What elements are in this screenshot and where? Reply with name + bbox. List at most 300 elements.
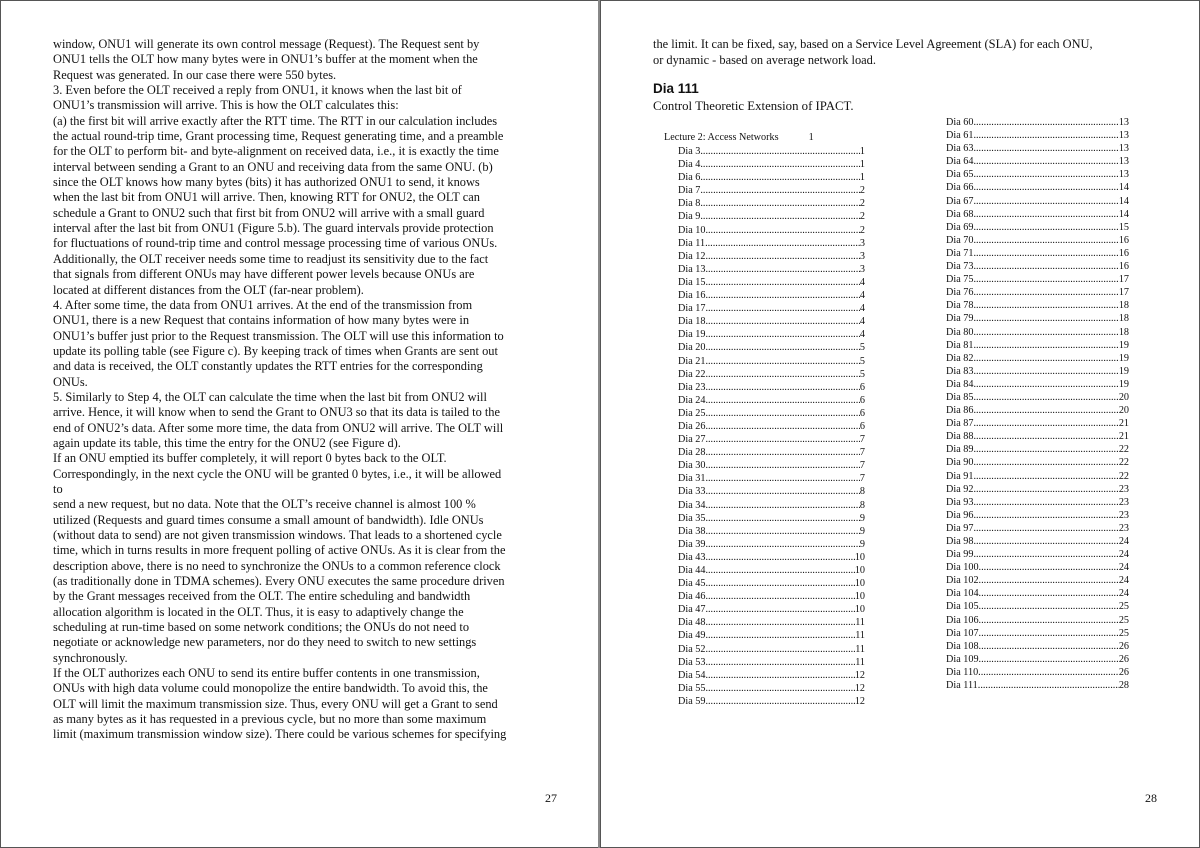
toc-entry[interactable] [678,629,865,642]
body-line: utilized (Requests and guard times consume a small amount of bandwidth). Idle ONUs [53,512,484,527]
toc-entry[interactable] [678,210,865,223]
toc-entry[interactable] [946,391,1129,404]
toc-entry-label: Dia 109 [946,653,979,665]
toc-entry[interactable] [678,237,865,250]
body-line: time, which in turns results in more frequent polling of active ONUs. As it is clear from the [53,543,506,558]
toc-leader-dots [973,535,1118,548]
body-line: since the OLT knows how many bytes (bits) it has authorized ONU1 to send, it knows [53,175,480,190]
toc-entry[interactable] [678,355,865,368]
toc-entry-label: Dia 61 [946,130,974,142]
toc-entry-label: Dia 93 [946,496,974,508]
toc-leader-dots [973,181,1118,194]
toc-leader-dots [979,600,1119,613]
toc-entry[interactable] [946,352,1129,365]
toc-entry-label: Dia 73 [946,261,974,273]
toc-leader-dots [973,352,1118,365]
body-line: end of ONU2’s data. After some more time, the data from ONU2 will arrive. The OLT will [53,420,504,435]
body-line: ONU1’s buffer just prior to the Request transmission. The OLT will use this information to [53,328,504,343]
toc-leader-dots [973,260,1118,273]
toc-entry[interactable] [946,260,1129,273]
toc-entry-label: Dia 88 [946,431,974,443]
toc-entry-page: 9 [859,525,865,537]
toc-entry[interactable] [678,407,865,420]
toc-entry-label: Dia 7 [678,185,701,197]
toc-leader-dots [973,286,1118,299]
toc-entry-label: Dia 100 [946,562,979,574]
toc-entry[interactable] [946,627,1129,640]
toc-entry-label: Dia 49 [678,630,706,642]
toc-entry-label: Dia 107 [946,627,979,639]
toc-leader-dots [973,339,1118,352]
toc-entry-page: 22 [1118,470,1129,482]
toc-entry-label: Dia 87 [946,418,974,430]
toc-leader-dots [705,407,859,420]
toc-entry[interactable] [678,158,865,171]
toc-leader-dots [973,509,1118,522]
toc-leader-dots [973,470,1118,483]
toc-entry-label: Dia 98 [946,536,974,547]
toc-entry-page: 13 [1118,169,1129,181]
body-line: negotiate or acknowledge new parameters, nor do they need to switch to new settings [53,635,477,650]
toc-entry-page: 4 [859,303,865,315]
toc-entry-label: Dia 39 [678,538,706,550]
toc-leader-dots [700,145,860,158]
body-line: as many bytes as it has requested in a previous cycle, but no more than some maximum [53,712,487,727]
toc-entry-label: Dia 21 [678,355,706,367]
toc-leader-dots [973,273,1118,286]
toc-entry[interactable] [946,273,1129,286]
toc-entry[interactable] [678,656,865,669]
toc-entry-page: 19 [1118,365,1129,377]
toc-entry-page: 26 [1118,653,1129,665]
toc-leader-dots [973,221,1118,234]
toc-leader-dots [705,276,859,289]
toc-entry[interactable] [946,208,1129,221]
toc-entry[interactable] [678,512,865,525]
toc-entry-page: 4 [859,329,865,341]
toc-entry-label: Dia 81 [946,339,974,351]
toc-entry-page: 20 [1118,405,1129,417]
toc-entry-label: Dia 66 [946,182,974,194]
toc-column-2 [946,116,1129,692]
toc-entry-label: Dia 105 [946,601,979,613]
toc-entry-label: Dia 11 [678,237,706,249]
body-line: ONU1’s transmission will arrive. This is how the OLT calculates this: [53,98,399,113]
toc-entry-label: Dia 22 [678,368,706,380]
toc-entry-label: Dia 75 [946,274,974,286]
toc-entry-page: 25 [1118,601,1129,613]
toc-entry-page: 2 [859,224,865,236]
right-page-number: 28 [1145,791,1157,805]
toc-entry-page: 2 [859,211,865,223]
toc-entry[interactable] [946,195,1129,208]
toc-entry-label: Dia 92 [946,483,974,495]
toc-entry[interactable] [678,394,865,407]
right-page [600,0,1200,848]
toc-entry-label: Dia 44 [678,565,706,576]
toc-entry-page: 19 [1118,378,1129,390]
toc-entry[interactable] [946,640,1129,653]
body-line: limit (maximum transmission window size). There could be various schemes for specifying [53,727,507,742]
body-line: Correspondingly, in the next cycle the ONU will be granted 0 bytes, i.e., it will be allowed [53,466,502,481]
toc-entry-page: 12 [854,695,865,707]
toc-entry[interactable] [678,420,865,433]
toc-entry-page: 26 [1118,640,1129,652]
toc-entry[interactable] [678,341,865,354]
toc-leader-dots [973,326,1118,339]
toc-entry-page: 5 [859,355,865,367]
body-line: window, ONU1 will generate its own control message (Request). The Request sent by [53,37,480,51]
toc-leader-dots [973,247,1118,260]
toc-entry[interactable] [946,286,1129,299]
toc-entry[interactable] [946,548,1129,561]
toc-entry[interactable] [678,250,865,263]
toc-leader-dots [705,682,854,695]
body-line: when the last bit from ONU1 will arrive. Then, knowing RTT for ONU2, the OLT can [53,190,480,205]
toc-entry-label: Dia 23 [678,381,706,393]
toc-entry[interactable] [946,535,1129,548]
toc-entry-label: Dia 33 [678,486,706,498]
body-line: to [53,481,63,496]
toc-entry[interactable] [678,577,865,590]
toc-leader-dots [973,365,1118,378]
toc-entry[interactable] [678,485,865,498]
toc-entry[interactable] [946,509,1129,522]
toc-entry-label: Dia 45 [678,578,706,590]
toc-entry-label: Dia 8 [678,198,701,210]
toc-leader-dots [705,590,854,603]
toc-leader-dots [705,302,859,315]
toc-entry-label: Dia 76 [946,287,974,299]
toc-entry-label: Dia 43 [678,551,706,563]
toc-leader-dots [705,381,859,394]
body-line: (a) the first bit will arrive exactly after the RTT time. The RTT in our calculation includes [53,113,498,128]
toc-entry[interactable] [678,145,865,158]
toc-entry[interactable] [946,404,1129,417]
toc-entry-label: Dia 38 [678,525,706,537]
toc-entry[interactable] [678,538,865,551]
toc-entry-page: 18 [1118,300,1129,312]
toc-leader-dots [705,551,854,564]
toc-entry-page: 17 [1118,274,1129,286]
toc-entry-label: Dia 20 [678,342,706,354]
body-line: (without data to send) are not given transmission windows. That leads to a shortened cycle [53,528,502,542]
toc-leader-dots [973,142,1118,155]
toc-entry[interactable] [946,129,1129,142]
toc-entry-page: 12 [854,669,865,681]
toc-entry[interactable] [678,328,865,341]
toc-entry[interactable] [946,247,1129,260]
toc-entry-label: Dia 86 [946,405,974,417]
toc-entry-page: 14 [1118,195,1129,207]
body-line: arrive. Hence, it will know when to send the Grant to ONU3 so that its data is tailed to the [53,405,500,420]
toc-entry[interactable] [946,614,1129,627]
left-page-body-text [53,37,563,743]
toc-leader-dots [973,129,1118,142]
toc-entry-label: Dia 34 [678,499,706,511]
body-line: synchronously. [53,650,128,665]
toc-entry[interactable] [678,551,865,564]
toc-entry-page: 1 [859,159,865,171]
toc-entry[interactable] [946,456,1129,469]
toc-leader-dots [705,472,859,485]
toc-entry-page: 4 [859,316,865,328]
toc-entry[interactable] [678,472,865,485]
toc-leader-dots [705,341,859,354]
toc-entry-label: Dia 65 [946,169,974,181]
toc-leader-dots [973,522,1118,535]
body-line: description above, there is no need to synchronize the ONUs to a common reference clock [53,558,501,573]
toc-entry[interactable] [946,679,1129,692]
toc-leader-dots [705,695,854,708]
toc-entry[interactable] [946,443,1129,456]
toc-entry-page: 24 [1118,562,1129,574]
toc-entry[interactable] [946,142,1129,155]
toc-entry[interactable] [678,590,865,603]
toc-entry-page: 22 [1118,457,1129,469]
toc-entry[interactable] [946,221,1129,234]
toc-lecture-entry [664,132,814,143]
toc-entry-page: 13 [1118,143,1129,155]
body-line: that signals from different ONUs may have different power levels because ONUs are [53,267,475,282]
toc-entry[interactable] [678,197,865,210]
toc-entry[interactable] [946,339,1129,352]
toc-entry-label: Dia 31 [678,473,706,485]
body-line: again update its table, this time the entry for the ONU2 (see Figure d). [53,435,401,450]
toc-leader-dots [973,208,1118,221]
toc-entry-page: 3 [859,250,865,262]
toc-entry-page: 9 [859,538,865,550]
toc-entry-page: 21 [1118,431,1129,443]
left-page-number: 27 [545,791,557,805]
body-line: 5. Similarly to Step 4, the OLT can calculate the time when the last bit from ONU2 will [53,389,487,404]
toc-entry-label: Dia 55 [678,682,706,694]
toc-entry-page: 4 [859,290,865,302]
toc-entry-page: 14 [1118,208,1129,220]
toc-entry-page: 9 [859,512,865,524]
toc-entry-page: 23 [1118,496,1129,508]
toc-leader-dots [705,355,859,368]
toc-entry-page: 25 [1118,627,1129,639]
toc-leader-dots [973,443,1118,456]
toc-entry[interactable] [678,302,865,315]
toc-entry[interactable] [678,263,865,276]
toc-entry-page: 11 [855,656,865,668]
toc-entry-label: Dia 80 [946,326,974,338]
toc-leader-dots [979,574,1119,587]
toc-entry[interactable] [946,574,1129,587]
toc-entry-label: Dia 79 [946,313,974,325]
toc-entry-page: 7 [859,460,865,472]
toc-lecture-label: Lecture 2: Access Networks [664,132,779,143]
toc-entry-page: 24 [1118,549,1129,561]
toc-leader-dots [979,614,1119,627]
toc-entry[interactable] [946,378,1129,391]
toc-entry[interactable] [678,616,865,629]
toc-leader-dots [705,485,859,498]
toc-entry-page: 11 [855,643,865,655]
toc-entry-page: 23 [1118,522,1129,534]
toc-entry-label: Dia 97 [946,522,974,534]
toc-entry-page: 18 [1118,313,1129,325]
toc-entry[interactable] [678,381,865,394]
toc-entry[interactable] [678,315,865,328]
toc-entry-label: Dia 84 [946,378,974,390]
toc-entry-page: 10 [854,565,865,576]
toc-entry-label: Dia 47 [678,604,706,616]
toc-leader-dots [979,653,1119,666]
section-subtitle: Control Theoretic Extension of IPACT. [653,99,854,113]
toc-entry[interactable] [946,365,1129,378]
toc-entry[interactable] [946,234,1129,247]
toc-entry-page: 16 [1118,261,1129,273]
toc-entry[interactable] [678,368,865,381]
toc-entry[interactable] [678,459,865,472]
toc-entry-page: 17 [1118,287,1129,299]
toc-entry-page: 3 [859,263,865,275]
toc-entry-page: 21 [1118,418,1129,430]
toc-entry-label: Dia 110 [946,666,979,678]
toc-leader-dots [973,312,1118,325]
toc-entry-page: 1 [859,146,865,157]
toc-entry-label: Dia 24 [678,394,706,406]
toc-entry[interactable] [678,184,865,197]
body-line: ONU1 tells the OLT how many bytes were in ONU1’s buffer at the moment when the [53,52,478,67]
toc-entry[interactable] [946,587,1129,600]
toc-leader-dots [979,640,1119,653]
toc-leader-dots [705,446,859,459]
toc-entry-label: Dia 16 [678,290,706,302]
toc-entry-label: Dia 26 [678,420,706,432]
toc-entry[interactable] [946,653,1129,666]
toc-entry[interactable] [678,643,865,656]
toc-entry[interactable] [678,171,865,184]
toc-leader-dots [705,669,854,682]
toc-entry[interactable] [946,600,1129,613]
body-line: for fluctuations of round-trip time and control message processing time of various ONUs. [53,236,498,251]
toc-entry[interactable] [678,446,865,459]
toc-leader-dots [705,315,859,328]
toc-leader-dots [705,616,855,629]
toc-entry-label: Dia 83 [946,365,974,377]
toc-leader-dots [700,210,860,223]
toc-entry[interactable] [946,522,1129,535]
body-line: ONU1, there is a new Request that contains information of how many bytes were in [53,313,470,328]
intro-line: or dynamic - based on average network load. [653,52,876,67]
toc-leader-dots [973,299,1118,312]
toc-leader-dots [973,116,1118,129]
toc-entry[interactable] [678,433,865,446]
toc-entry[interactable] [946,312,1129,325]
toc-entry[interactable] [678,669,865,682]
toc-entry-page: 18 [1118,326,1129,338]
toc-entry[interactable] [946,116,1129,129]
toc-entry-page: 13 [1118,117,1129,128]
toc-entry[interactable] [946,470,1129,483]
toc-entry[interactable] [678,603,865,616]
toc-entry-page: 2 [859,185,865,197]
toc-entry-page: 8 [859,486,865,498]
toc-entry-page: 5 [859,342,865,354]
toc-leader-dots [973,155,1118,168]
toc-leader-dots [700,184,860,197]
toc-entry-page: 19 [1118,352,1129,364]
body-line: Additionally, the OLT receiver needs some time to readjust its sensitivity due to the fact [53,251,489,266]
toc-entry-label: Dia 91 [946,470,974,482]
toc-entry[interactable] [678,682,865,695]
toc-entry[interactable] [946,181,1129,194]
toc-entry[interactable] [946,430,1129,443]
toc-leader-dots [705,525,859,538]
toc-entry-page: 24 [1118,588,1129,600]
toc-leader-dots [973,548,1118,561]
toc-entry-page: 4 [859,276,865,288]
toc-leader-dots [973,483,1118,496]
toc-entry[interactable] [946,417,1129,430]
toc-entry-page: 6 [859,394,865,406]
toc-entry-page: 11 [855,617,865,629]
toc-entry-label: Dia 35 [678,512,706,524]
toc-leader-dots [705,577,854,590]
toc-entry-label: Dia 9 [678,211,701,223]
toc-entry-page: 8 [859,499,865,511]
toc-entry[interactable] [946,168,1129,181]
toc-entry[interactable] [678,499,865,512]
toc-entry[interactable] [946,666,1129,679]
toc-entry-page: 16 [1118,247,1129,259]
toc-entry-page: 3 [859,237,865,249]
toc-entry-label: Dia 19 [678,329,706,341]
toc-entry[interactable] [946,496,1129,509]
toc-leader-dots [973,456,1118,469]
toc-entry[interactable] [678,695,865,708]
toc-entry-page: 10 [854,578,865,590]
toc-entry[interactable] [946,155,1129,168]
toc-entry-label: Dia 82 [946,352,974,364]
toc-entry[interactable] [678,224,865,237]
toc-entry-label: Dia 64 [946,156,974,168]
toc-entry-label: Dia 104 [946,588,979,600]
toc-entry[interactable] [946,299,1129,312]
toc-entry-label: Dia 69 [946,221,974,233]
toc-entry[interactable] [678,289,865,302]
left-page [0,0,599,848]
body-line: by the Grant messages received from the OLT. The entire scheduling and bandwidth [53,589,471,604]
toc-entry[interactable] [678,276,865,289]
body-line: and data is received, the OLT constantly updates the RTT entries for the corresponding [53,359,483,374]
toc-entry-label: Dia 71 [946,247,974,259]
toc-leader-dots [979,561,1119,574]
toc-leader-dots [705,224,859,237]
toc-entry[interactable] [946,483,1129,496]
toc-entry-label: Dia 89 [946,444,974,456]
toc-entry-label: Dia 90 [946,457,974,469]
toc-entry-label: Dia 111 [946,680,978,692]
body-line: located at different distances from the OLT (far-near problem). [53,282,364,297]
section-heading: Dia 111 [653,81,699,96]
right-page-intro-text [653,37,1163,68]
toc-entry-label: Dia 25 [678,407,706,419]
toc-entry-page: 14 [1118,182,1129,194]
toc-leader-dots [979,587,1119,600]
toc-entry-page: 7 [859,473,865,485]
toc-entry-label: Dia 108 [946,640,979,652]
toc-entry[interactable] [678,525,865,538]
toc-leader-dots [973,234,1118,247]
toc-entry[interactable] [946,561,1129,574]
toc-entry[interactable] [678,564,865,577]
toc-entry[interactable] [946,326,1129,339]
